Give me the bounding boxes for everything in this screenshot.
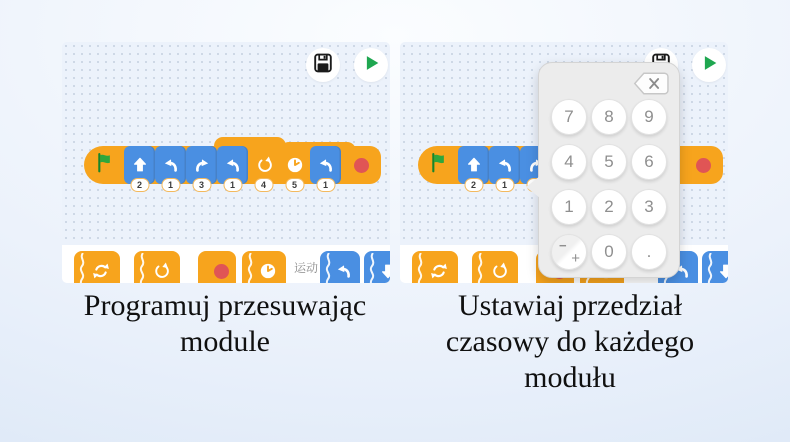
turn-right-icon <box>192 155 212 175</box>
start-flag-block[interactable] <box>84 146 124 184</box>
close-x-icon <box>632 83 670 100</box>
loop-refresh-icon <box>83 261 111 281</box>
duration-badge[interactable]: 3 <box>526 178 545 192</box>
duration-badge[interactable]: 1 <box>495 178 514 192</box>
connector-seam <box>475 253 485 283</box>
turn-left-block[interactable] <box>310 146 341 190</box>
stop-block[interactable] <box>341 146 381 184</box>
caption-left <box>45 288 405 360</box>
palette-loop-block[interactable] <box>412 251 458 283</box>
palette-turn-left-block[interactable] <box>320 251 360 283</box>
turn-left-icon <box>223 155 243 175</box>
play-button[interactable] <box>692 48 726 82</box>
duration-badge[interactable]: 2 <box>464 178 483 192</box>
keypad-key-4[interactable]: 4 <box>551 144 587 180</box>
move-up-block[interactable] <box>458 146 489 190</box>
palette-move-down-block[interactable] <box>364 251 390 283</box>
keypad-key-6[interactable]: 6 <box>631 144 667 180</box>
caption-left-line2: module <box>180 325 270 358</box>
palette-timer-block[interactable] <box>242 251 286 283</box>
keypad-close-button[interactable] <box>632 71 670 96</box>
keypad-key-1[interactable]: 1 <box>551 189 587 225</box>
keypad-key-0[interactable]: 0 <box>591 234 627 270</box>
save-button[interactable] <box>306 48 340 82</box>
rotate-ccw-icon <box>254 155 274 175</box>
rotate-ccw-icon <box>143 261 171 281</box>
connector-seam <box>415 253 425 283</box>
caption-right-line1: Ustawiaj przedział <box>457 289 683 322</box>
turn-left-block[interactable] <box>489 146 520 190</box>
red-dot-icon <box>354 158 369 173</box>
caption-right-line3: modułu <box>524 361 616 394</box>
turn-right-block[interactable] <box>186 146 217 190</box>
connector-seam <box>77 253 87 283</box>
turn-left-icon <box>316 155 336 175</box>
keypad-key-7[interactable]: 7 <box>551 99 587 135</box>
block-palette <box>62 245 390 283</box>
turn-left-icon <box>161 155 181 175</box>
caption-left-line1: Programuj przesuwając <box>83 289 367 322</box>
turn-left-block[interactable] <box>217 146 248 190</box>
up-arrow-icon <box>130 155 150 175</box>
red-dot-icon <box>696 158 711 173</box>
palette-rotate-ccw-block[interactable] <box>134 251 180 283</box>
connector-seam <box>367 253 377 283</box>
palette-loop-block[interactable] <box>74 251 120 283</box>
up-arrow-icon <box>464 155 484 175</box>
red-dot-icon <box>214 264 229 279</box>
rotate-ccw-icon <box>481 261 509 281</box>
palette-category-label: 运动 <box>294 261 319 275</box>
play-button[interactable] <box>354 48 388 82</box>
keypad-key-9[interactable]: 9 <box>631 99 667 135</box>
minus-label: − <box>559 238 567 253</box>
timer-clock-icon <box>285 155 305 175</box>
connector-seam <box>323 253 333 283</box>
palette-move-down-block[interactable] <box>702 251 728 283</box>
duration-badge[interactable]: 4 <box>254 178 273 192</box>
timer-block[interactable] <box>279 146 310 190</box>
caption-right-line2: czasowy do każdego <box>445 325 695 358</box>
keypad-key-5[interactable]: 5 <box>591 144 627 180</box>
keypad-key-3[interactable]: 3 <box>631 189 667 225</box>
play-icon <box>698 52 720 79</box>
program-sequence <box>84 146 381 190</box>
keypad-key-dot[interactable]: . <box>631 234 667 270</box>
duration-badge[interactable]: 5 <box>285 178 304 192</box>
move-up-block[interactable] <box>124 146 155 190</box>
save-floppy-icon <box>311 51 335 80</box>
play-icon <box>360 52 382 79</box>
duration-badge[interactable]: 1 <box>223 178 242 192</box>
keypad-key-plus-minus[interactable] <box>551 234 587 270</box>
rotate-ccw-block[interactable] <box>248 146 279 190</box>
green-flag-icon <box>93 151 116 179</box>
duration-badge[interactable]: 3 <box>192 178 211 192</box>
palette-stop-block[interactable] <box>198 251 236 283</box>
plus-label: + <box>571 250 580 267</box>
program-strip <box>84 146 381 190</box>
keypad-key-8[interactable]: 8 <box>591 99 627 135</box>
duration-badge[interactable]: 1 <box>316 178 335 192</box>
green-flag-icon <box>427 151 450 179</box>
keypad-key-2[interactable]: 2 <box>591 189 627 225</box>
keypad-grid <box>551 99 667 270</box>
turn-left-block[interactable] <box>155 146 186 190</box>
duration-badge[interactable]: 2 <box>130 178 149 192</box>
start-flag-block[interactable] <box>418 146 458 184</box>
duration-badge[interactable]: 1 <box>161 178 180 192</box>
loop-refresh-icon <box>421 261 449 281</box>
keypad-pointer <box>526 176 540 198</box>
app-screen-drag-modules <box>62 42 390 283</box>
connector-seam <box>137 253 147 283</box>
connector-seam <box>705 253 715 283</box>
palette-rotate-ccw-block[interactable] <box>472 251 518 283</box>
turn-left-icon <box>495 155 515 175</box>
caption-right <box>392 288 748 396</box>
numeric-keypad <box>538 62 680 278</box>
connector-seam <box>245 253 255 283</box>
app-screen-set-time <box>400 42 728 283</box>
